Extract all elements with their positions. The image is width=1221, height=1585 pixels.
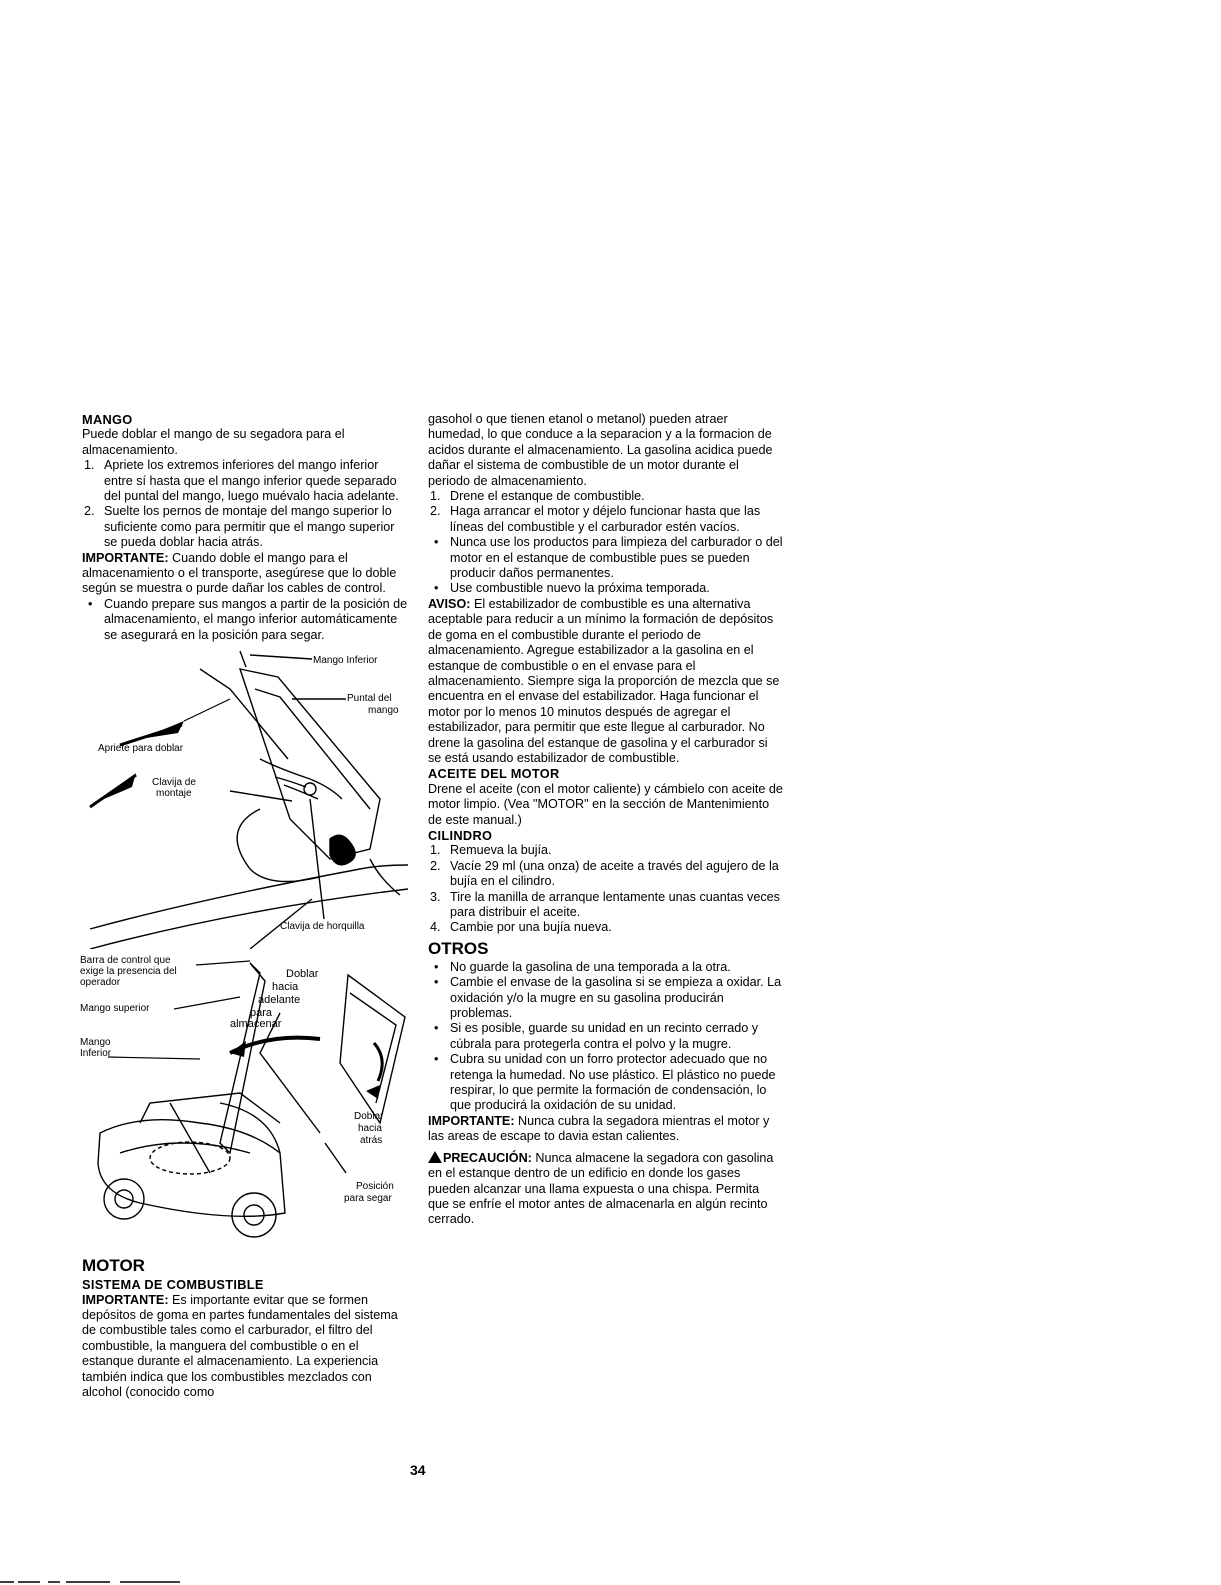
important-label: IMPORTANTE: — [82, 550, 169, 565]
aviso-text: El estabilizador de combustible es una alternativa aceptable para reducir a un mínimo la formación de depósitos de goma en el combustible durante el periodo de almacenamiento. Agregue estabilizador a la gasolina en el estanque de combustible o en el envase para el almacenamiento. Siempre siga la proporción de mezcla que se encuentra en el envase del estabilizador. Haga funcionar el motor por lo menos 10 minutos después de agregar el estabilizador, para permitir que este llegue al carburador. No drene la gasolina del estanque de gasolina y el carburador si se está usando estabilizador de combustible. — [428, 596, 780, 765]
list-item — [428, 1021, 783, 1052]
label-posicion: Posición — [356, 1181, 394, 1193]
step-text: Vacíe 29 ml (una onza) de aceite a través del agujero de la bujía en el cilindro. — [450, 858, 779, 889]
label-mango-inferior: Mango Inferior — [313, 655, 378, 667]
step-text: Drene el estanque de combustible. — [450, 489, 645, 504]
handle-bullets — [82, 597, 410, 643]
label-para-segar: para segar — [344, 1193, 392, 1205]
list-item — [428, 535, 783, 581]
step-text: Tire la manilla de arranque lentamente unas cuantas veces para distribuir el aceite. — [450, 889, 780, 919]
step-number: 1. — [430, 843, 441, 858]
bullet-text: Si es posible, guarde su unidad en un recinto cerrado y cúbrala para protegerla contra el polvo y la mugre. — [450, 1021, 759, 1051]
label-clavija-horquilla: Clavija de horquilla — [280, 921, 365, 933]
handle-steps — [82, 458, 410, 550]
bullet: • — [434, 581, 439, 596]
important-text: Nunca cubra la segadora mientras el motor y las areas de escape to davia estan calientes. — [428, 1113, 770, 1144]
bullet: • — [434, 535, 439, 550]
important-note-2 — [428, 1114, 783, 1145]
otros-heading: OTROS — [428, 938, 489, 958]
cylinder-heading: CILINDRO — [428, 827, 493, 843]
scan-edge-marks — [0, 1579, 190, 1585]
list-item — [82, 504, 410, 550]
list-item — [428, 920, 783, 935]
step-number: 1. — [84, 458, 95, 473]
motor-heading: MOTOR — [82, 1256, 145, 1276]
handle-intro: Puede doblar el mango de su segadora para el almacenamiento. — [82, 427, 345, 457]
bullet-text: Use combustible nuevo la próxima temporada. — [450, 581, 710, 596]
step-number: 3. — [430, 889, 441, 904]
label-doblar-2: Doblar — [354, 1111, 384, 1123]
step-text: Cambie por una bujía nueva. — [450, 920, 612, 935]
bullet: • — [88, 596, 93, 611]
step-number: 2. — [84, 504, 95, 519]
bullet: • — [434, 1052, 439, 1067]
list-item — [428, 859, 783, 890]
label-almacenar: almacenar — [230, 1018, 282, 1031]
step-text: Remueva la bujía. — [450, 843, 552, 858]
otros-bullets — [428, 960, 783, 1114]
label-apriete: Apriete para doblar — [98, 743, 184, 755]
important-note — [82, 551, 410, 597]
list-item — [428, 1052, 783, 1114]
fuel-important — [82, 1293, 410, 1401]
label-clavija-de: Clavija de — [152, 777, 196, 789]
list-item — [428, 960, 783, 975]
bullet: • — [434, 975, 439, 990]
step-number: 2. — [430, 504, 441, 519]
important-label: IMPORTANTE: — [428, 1113, 515, 1128]
mower-folding-figure — [80, 953, 410, 1253]
fuel-heading: SISTEMA DE COMBUSTIBLE — [82, 1277, 264, 1293]
bullet-text: Nunca use los productos para limpieza del carburador o del motor en el estanque de combustible pues se pueden producir daños permanentes. — [450, 535, 783, 581]
list-item — [428, 890, 783, 921]
label-barra-3: operador — [80, 977, 121, 989]
caution-text: Nunca almacene la segadora con gasolina en el estanque dentro de un edificio en donde los gases pueden alcanzar una llama expuesta o una chispa. Permita que se enfríe el motor antes de almacenarla en algún recinto cerrado. — [428, 1150, 774, 1227]
list-item — [428, 843, 783, 858]
oil-heading: ACEITE DEL MOTOR — [428, 766, 560, 782]
fuel-steps — [428, 489, 783, 535]
label-para: para — [250, 1007, 273, 1020]
label-inferior: Inferior — [80, 1048, 112, 1060]
right-column — [428, 412, 783, 1228]
label-adelante: adelante — [258, 994, 301, 1007]
step-text: Apriete los extremos inferiores del mango inferior entre sí hasta que el mango inferior quede separado del puntal del mango, luego muévalo hacia adelante. — [104, 458, 399, 504]
label-barra-1: Barra de control que — [80, 955, 171, 967]
label-doblar: Doblar — [286, 968, 319, 981]
handle-detail-figure — [80, 649, 410, 949]
list-item — [82, 458, 410, 504]
list-item — [428, 581, 783, 596]
label-mango-superior: Mango superior — [80, 1003, 150, 1015]
bullet-text: Cambie el envase de la gasolina si se empieza a oxidar. La oxidación y/o la mugre en su gasolina producirán problemas. — [450, 975, 782, 1021]
step-text: Haga arrancar el motor y déjelo funcionar hasta que las líneas del combustible y el carburador estén vacíos. — [450, 504, 761, 534]
caution-label: PRECAUCIÓN: — [443, 1150, 532, 1165]
fuel-continuation: gasohol o que tienen etanol o metanol) pueden atraer humedad, lo que conduce a la separacion y a la formacion de acidos durante el almacenamiento. La gasolina acidica puede dañar el sistema de combustible de un motor durante el periodo de almacenamiento. — [428, 412, 773, 488]
label-hacia: hacia — [272, 981, 299, 994]
mower-drawing — [80, 953, 410, 1253]
label-barra-2: exige la presencia del — [80, 966, 177, 978]
label-atras: atrás — [360, 1135, 383, 1147]
label-puntal-del: Puntal del — [347, 693, 392, 705]
label-hacia-2: hacia — [358, 1123, 382, 1135]
caution-note — [428, 1151, 783, 1228]
bullet-text: Cuando prepare sus mangos a partir de la posición de almacenamiento, el mango inferior automáticamente se asegurará en la posición para segar. — [104, 596, 408, 642]
handle-heading: MANGO — [82, 412, 133, 427]
list-item — [428, 504, 783, 535]
important-text: Es importante evitar que se formen depósitos de goma en partes fundamentales del sistema de combustible tales como el carburador, el filtro del combustible, la manguera del combustible o en el estanque durante el almacenamiento. La experiencia también indica que los combustibles mezclados con alcohol (conocido como — [82, 1292, 398, 1399]
fuel-bullets — [428, 535, 783, 597]
oil-text: Drene el aceite (con el motor caliente) y cámbielo con aceite de motor limpio. (Vea "MOTOR" en la sección de Mantenimiento de este manual.) — [428, 781, 783, 827]
important-text: Cuando doble el mango para el almacenamiento o el transporte, asegúrese que lo doble según se muestra o purde dañar los cables de control. — [82, 550, 397, 596]
step-number: 1. — [430, 489, 441, 504]
list-item — [82, 597, 410, 643]
aviso-note — [428, 597, 783, 766]
label-mango: Mango — [80, 1037, 111, 1049]
important-label: IMPORTANTE: — [82, 1292, 169, 1307]
label-mango: mango — [368, 705, 399, 717]
step-number: 4. — [430, 920, 441, 935]
list-item — [428, 489, 783, 504]
bullet-text: No guarde la gasolina de una temporada a la otra. — [450, 959, 731, 974]
cylinder-steps — [428, 843, 783, 935]
step-number: 2. — [430, 858, 441, 873]
bullet: • — [434, 959, 439, 974]
left-column — [82, 412, 410, 1400]
list-item — [428, 975, 783, 1021]
bullet-text: Cubra su unidad con un forro protector adecuado que no retenga la humedad. No use plástico. El plástico no puede respirar, lo que permite la formación de condensación, lo que producirá la oxidación de su unidad. — [450, 1052, 776, 1113]
step-text: Suelte los pernos de montaje del mango superior lo suficiente como para permitir que el mango superior se pueda doblar hacia atrás. — [104, 504, 395, 550]
bullet: • — [434, 1021, 439, 1036]
aviso-label: AVISO: — [428, 596, 471, 611]
label-montaje: montaje — [156, 788, 192, 800]
warning-triangle-icon — [428, 1151, 442, 1163]
page-number: 34 — [410, 1462, 426, 1478]
